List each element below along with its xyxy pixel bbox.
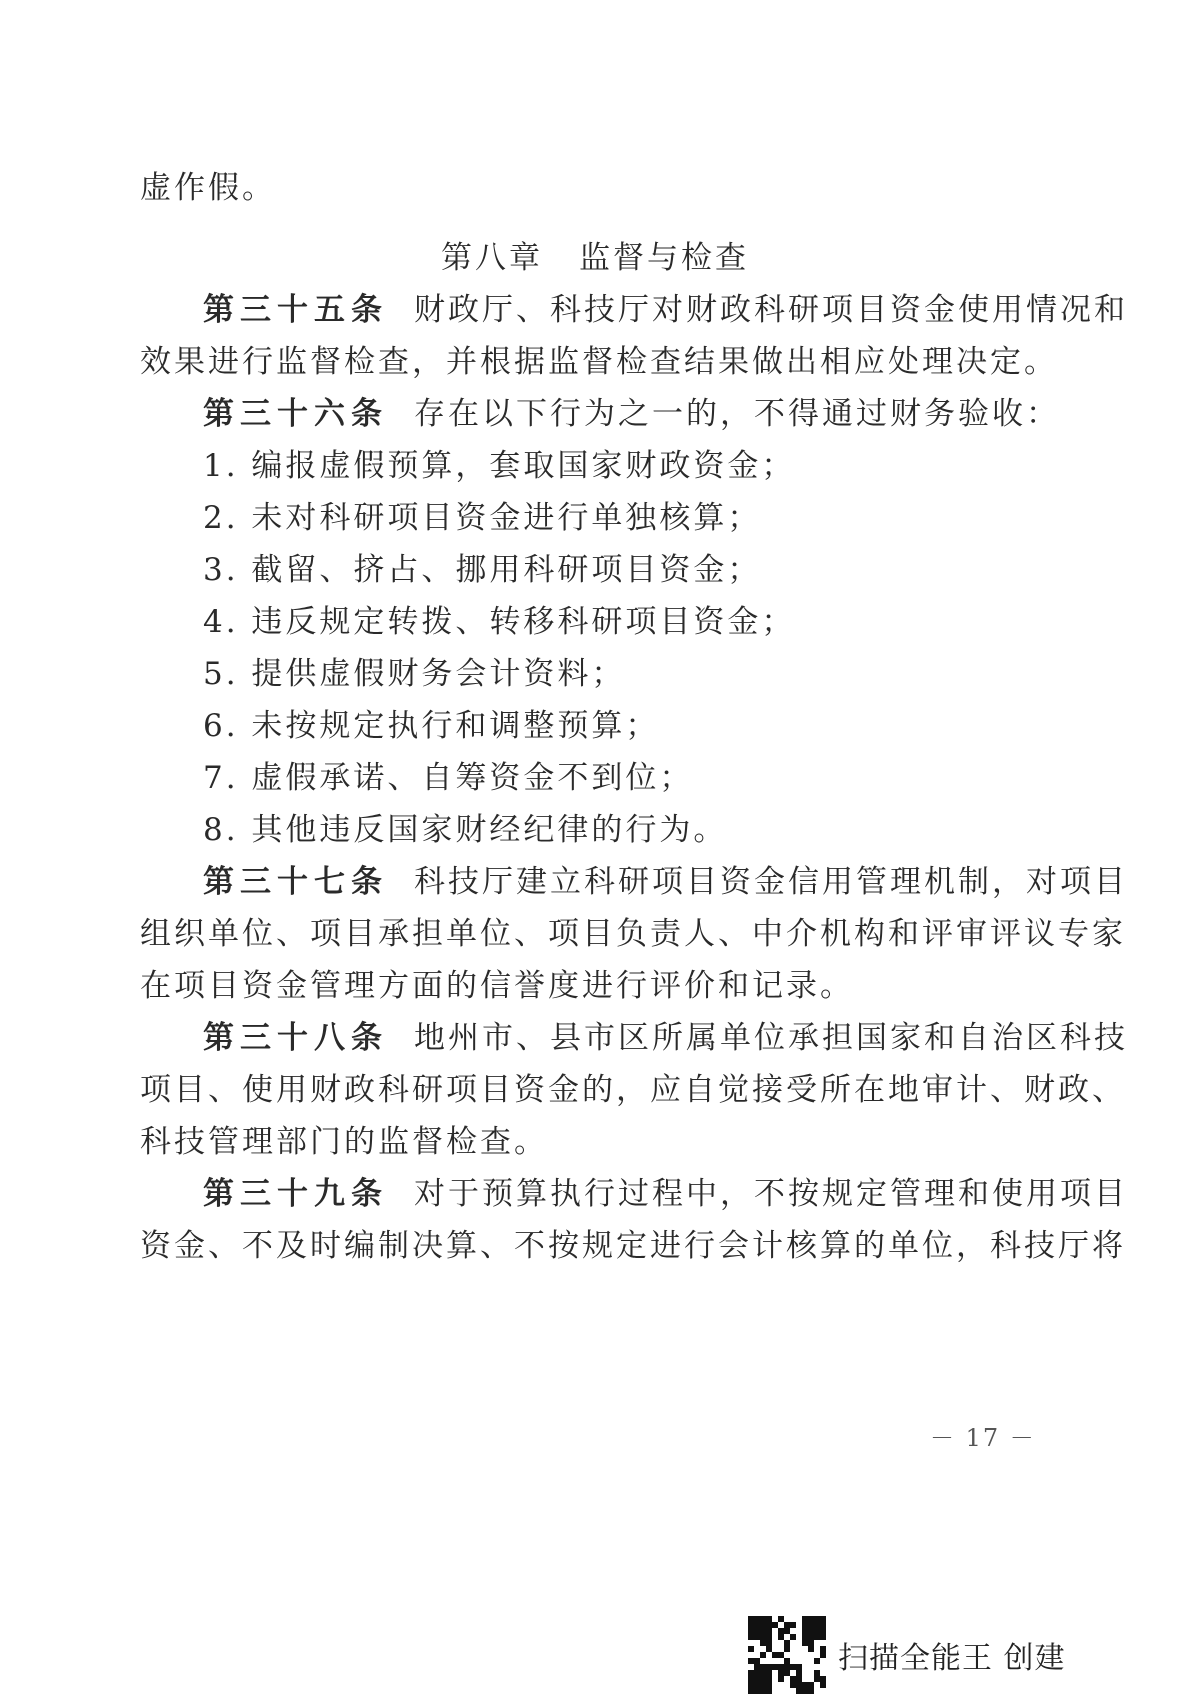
list-item: 1. 编报虚假预算，套取国家财政资金； [203,448,796,484]
article-38-line-1: 第三十八条 地州市、县市区所属单位承担国家和自治区科技 [203,1020,1128,1056]
article-38-label: 第三十八条 [203,1020,388,1056]
article-38-line-3: 科技管理部门的监督检查。 [140,1124,548,1160]
article-37-line-3: 在项目资金管理方面的信誉度进行评价和记录。 [140,968,854,1004]
scanner-watermark [748,1616,1066,1694]
article-39-line-1: 第三十九条 对于预算执行过程中，不按规定管理和使用项目 [203,1176,1128,1212]
watermark-text: 扫描全能王 创建 [838,1641,1066,1676]
page-number: － 17 － [930,1424,1036,1452]
article-38-line-2: 项目、使用财政科研项目资金的，应自觉接受所在地审计、财政、 [140,1072,1126,1108]
article-37-line-2: 组织单位、项目承担单位、项目负责人、中介机构和评审评议专家 [140,916,1126,952]
article-36-line-1: 第三十六条 存在以下行为之一的，不得通过财务验收： [203,396,1060,432]
list-item: 2. 未对科研项目资金进行单独核算； [203,500,762,536]
qr-code-icon [748,1616,826,1694]
list-item: 4. 违反规定转拨、转移科研项目资金； [203,604,796,640]
article-37-label: 第三十七条 [203,864,388,900]
chapter-title: 监督与检查 [579,240,749,276]
chapter-heading [0,238,1190,278]
article-39-label: 第三十九条 [203,1176,388,1212]
article-35-line-2: 效果进行监督检查，并根据监督检查结果做出相应处理决定。 [140,344,1058,380]
list-item: 5. 提供虚假财务会计资料； [203,656,626,692]
list-item: 6. 未按规定执行和调整预算； [203,708,660,744]
article-37-line-1: 第三十七条 科技厅建立科研项目资金信用管理机制，对项目 [203,864,1128,900]
qr-module [820,1688,826,1694]
list-item: 3. 截留、挤占、挪用科研项目资金； [203,552,762,588]
chapter-number: 第八章 [441,240,543,276]
intro-line: 虚作假。 [140,170,276,206]
list-item: 7. 虚假承诺、自筹资金不到位； [203,760,694,796]
article-35-line-1: 第三十五条 财政厅、科技厅对财政科研项目资金使用情况和 [203,292,1128,328]
article-36-label: 第三十六条 [203,396,388,432]
list-item: 8. 其他违反国家财经纪律的行为。 [203,812,728,848]
article-39-line-2: 资金、不及时编制决算、不按规定进行会计核算的单位，科技厅将 [140,1228,1126,1264]
article-35-label: 第三十五条 [203,292,388,328]
